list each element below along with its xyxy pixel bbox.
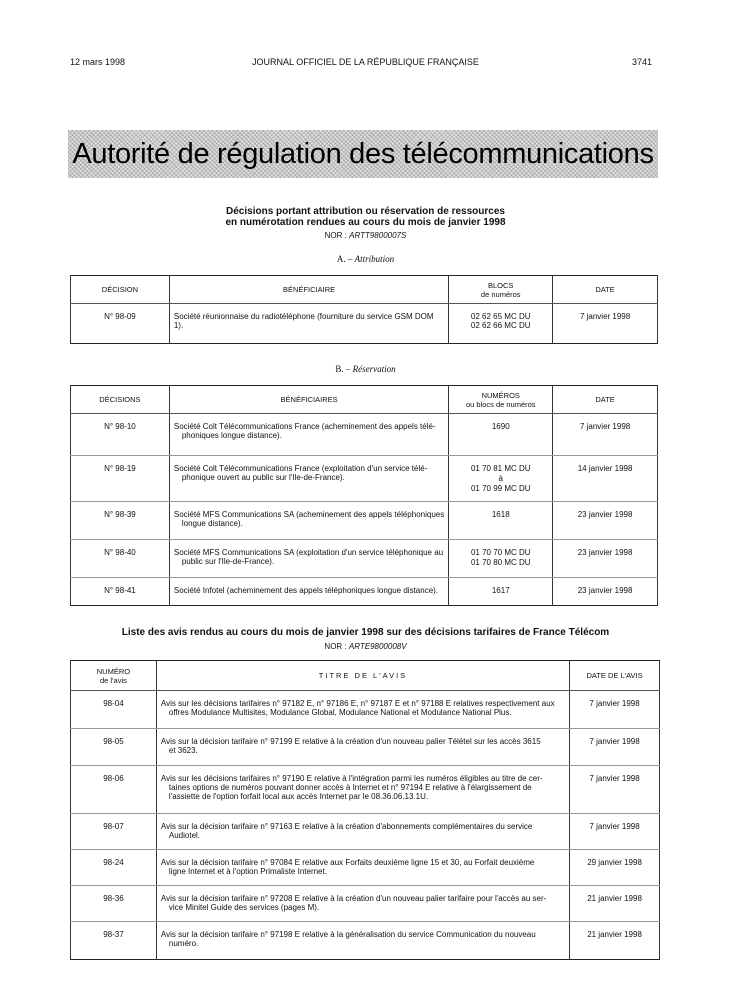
- col-date: DATE: [553, 386, 658, 414]
- numbers: 1617: [449, 578, 553, 606]
- numbers: 1618: [449, 502, 553, 540]
- avis-title: Avis sur la décision tarifaire n° 97084 E relative aux Forfaits deuxième ligne 15 et 30, au Forfait deuxième ligne Internet et à l'option Primaliste Internet.: [156, 850, 569, 886]
- table-row: [71, 814, 660, 850]
- reservation-table: [70, 385, 658, 606]
- avis-title: Avis sur les décisions tarifaires n° 97182 E, n° 97186 E, n° 97187 E et n° 97188 E relatives respectivement aux offres Modulance Multisites, Modulance Global, Modulance National et Modulance National Plus.: [156, 691, 569, 729]
- avis-date: 29 janvier 1998: [570, 850, 660, 886]
- table-row: [71, 502, 658, 540]
- decision-number: N° 98-39: [71, 502, 170, 540]
- section2-title: Liste des avis rendus au cours du mois de janvier 1998 sur des décisions tarifaires de France Télécom: [121, 627, 610, 638]
- section1-title-line2: en numérotation rendues au cours du mois de janvier 1998: [225, 217, 506, 228]
- page-number: 3741: [632, 57, 653, 67]
- col-date: DATE: [553, 276, 658, 304]
- col-blocks: BLOCS de numéros: [449, 276, 553, 304]
- avis-number: 98-37: [71, 922, 157, 960]
- avis-title: Avis sur la décision tarifaire n° 97208 E relative à la création d'un nouveau palier tarifaire pour l'accès au ser- vice Minitel Guide des services (pages M).: [156, 886, 569, 922]
- beneficiary: Société MFS Communications SA (exploitation d'un service téléphonique au public sur l'Ile-de-France).: [169, 540, 448, 578]
- numbers: 1690: [449, 414, 553, 456]
- table-row: [71, 456, 658, 502]
- beneficiary: Société Colt Télécommunications France (acheminement des appels télé- phoniques longue distance).: [169, 414, 448, 456]
- avis-title: Avis sur la décision tarifaire n° 97198 E relative à la généralisation du service Communication du nouveau numéro.: [156, 922, 569, 960]
- table-row: [71, 729, 660, 766]
- attribution-heading-text: Attribution: [354, 254, 395, 264]
- reservation-heading: [0, 364, 731, 374]
- numbers: 01 70 70 MC DU 01 70 80 MC DU: [449, 540, 553, 578]
- avis-date: 21 janvier 1998: [570, 886, 660, 922]
- decision-number: N° 98-09: [71, 304, 170, 344]
- decision-number: N° 98-10: [71, 414, 170, 456]
- col-decisions: DÉCISIONS: [71, 386, 170, 414]
- section1-title-line1: Décisions portant attribution ou réservation de ressources: [226, 206, 505, 217]
- section1-title: [0, 206, 731, 228]
- decision-date: 14 janvier 1998: [553, 456, 658, 502]
- decision-date: 23 janvier 1998: [553, 578, 658, 606]
- nor-label: NOR :: [324, 642, 347, 651]
- col-avis-date: DATE DE L'AVIS: [570, 661, 660, 691]
- decision-date: 23 janvier 1998: [553, 540, 658, 578]
- decision-number: N° 98-19: [71, 456, 170, 502]
- section2-nor: [0, 642, 731, 651]
- avis-date: 21 janvier 1998: [570, 922, 660, 960]
- number-blocks: 02 62 65 MC DU 02 62 66 MC DU: [449, 304, 553, 344]
- table-row: [71, 414, 658, 456]
- avis-title: Avis sur les décisions tarifaires n° 97190 E relative à l'intégration parmi les numéros éligibles au titre de cer- taines options de numéros pouvant donner accès à Internet et n° 97194 E relative à l'élargissement de l'assiette de l'option forfait local aux accès Internet par le 08.36.06.13.1U.: [156, 766, 569, 814]
- avis-number: 98-24: [71, 850, 157, 886]
- nor-label: NOR :: [324, 231, 347, 240]
- attribution-table: [70, 275, 658, 344]
- nor-value: ARTT9800007S: [349, 231, 407, 240]
- attribution-heading: [0, 254, 731, 264]
- beneficiary: Société réunionnaise du radiotéléphone (fourniture du service GSM DOM 1).: [169, 304, 448, 344]
- avis-number: 98-04: [71, 691, 157, 729]
- avis-title: Avis sur la décision tarifaire n° 97163 E relative à la création d'abonnements complémentaires du service Audiotel.: [156, 814, 569, 850]
- table-row: [71, 850, 660, 886]
- col-decision: DÉCISION: [71, 276, 170, 304]
- avis-date: 7 janvier 1998: [570, 729, 660, 766]
- table-row: [71, 578, 658, 606]
- authority-banner: [68, 130, 658, 178]
- table-row: [71, 766, 660, 814]
- table-row: [71, 540, 658, 578]
- beneficiary: Société Colt Télécommunications France (exploitation d'un service télé- phonique ouvert au public sur l'Ile-de-France).: [169, 456, 448, 502]
- avis-table: [70, 660, 660, 960]
- beneficiary: Société Infotel (acheminement des appels téléphoniques longue distance).: [169, 578, 448, 606]
- decision-date: 23 janvier 1998: [553, 502, 658, 540]
- avis-number: 98-36: [71, 886, 157, 922]
- avis-title: Avis sur la décision tarifaire n° 97199 E relative à la création d'un nouveau palier Télétel sur les accès 3615 et 3623.: [156, 729, 569, 766]
- decision-date: 7 janvier 1998: [553, 304, 658, 344]
- decision-number: N° 98-40: [71, 540, 170, 578]
- avis-number: 98-07: [71, 814, 157, 850]
- section1-nor: [0, 231, 731, 240]
- table-row: [71, 922, 660, 960]
- beneficiary: Société MFS Communications SA (acheminement des appels téléphoniques longue distance).: [169, 502, 448, 540]
- col-avis-number: NUMÉRO de l'avis: [71, 661, 157, 691]
- avis-date: 7 janvier 1998: [570, 814, 660, 850]
- reservation-header-row: [71, 386, 658, 414]
- nor-value: ARTE9800008V: [348, 642, 407, 651]
- col-numbers: NUMÉROS ou blocs de numéros: [449, 386, 553, 414]
- col-avis-title: TITRE DE L'AVIS: [156, 661, 569, 691]
- decision-number: N° 98-41: [71, 578, 170, 606]
- col-beneficiary: BÉNÉFICIAIRE: [169, 276, 448, 304]
- journal-title: JOURNAL OFFICIEL DE LA RÉPUBLIQUE FRANÇAISE: [252, 57, 479, 67]
- col-beneficiaries: BÉNÉFICIAIRES: [169, 386, 448, 414]
- authority-banner-text: Autorité de régulation des télécommunications: [72, 138, 654, 170]
- reservation-heading-prefix: B. –: [335, 364, 351, 374]
- table-row: [71, 304, 658, 344]
- decision-date: 7 janvier 1998: [553, 414, 658, 456]
- table-row: [71, 886, 660, 922]
- numbers: 01 70 81 MC DU à 01 70 99 MC DU: [449, 456, 553, 502]
- reservation-heading-text: Réservation: [352, 364, 396, 374]
- avis-date: 7 janvier 1998: [570, 691, 660, 729]
- table-row: [71, 691, 660, 729]
- attribution-header-row: [71, 276, 658, 304]
- avis-date: 7 janvier 1998: [570, 766, 660, 814]
- avis-number: 98-06: [71, 766, 157, 814]
- header-date: 12 mars 1998: [70, 57, 126, 67]
- avis-number: 98-05: [71, 729, 157, 766]
- avis-header-row: [71, 661, 660, 691]
- attribution-heading-prefix: A. –: [336, 254, 353, 264]
